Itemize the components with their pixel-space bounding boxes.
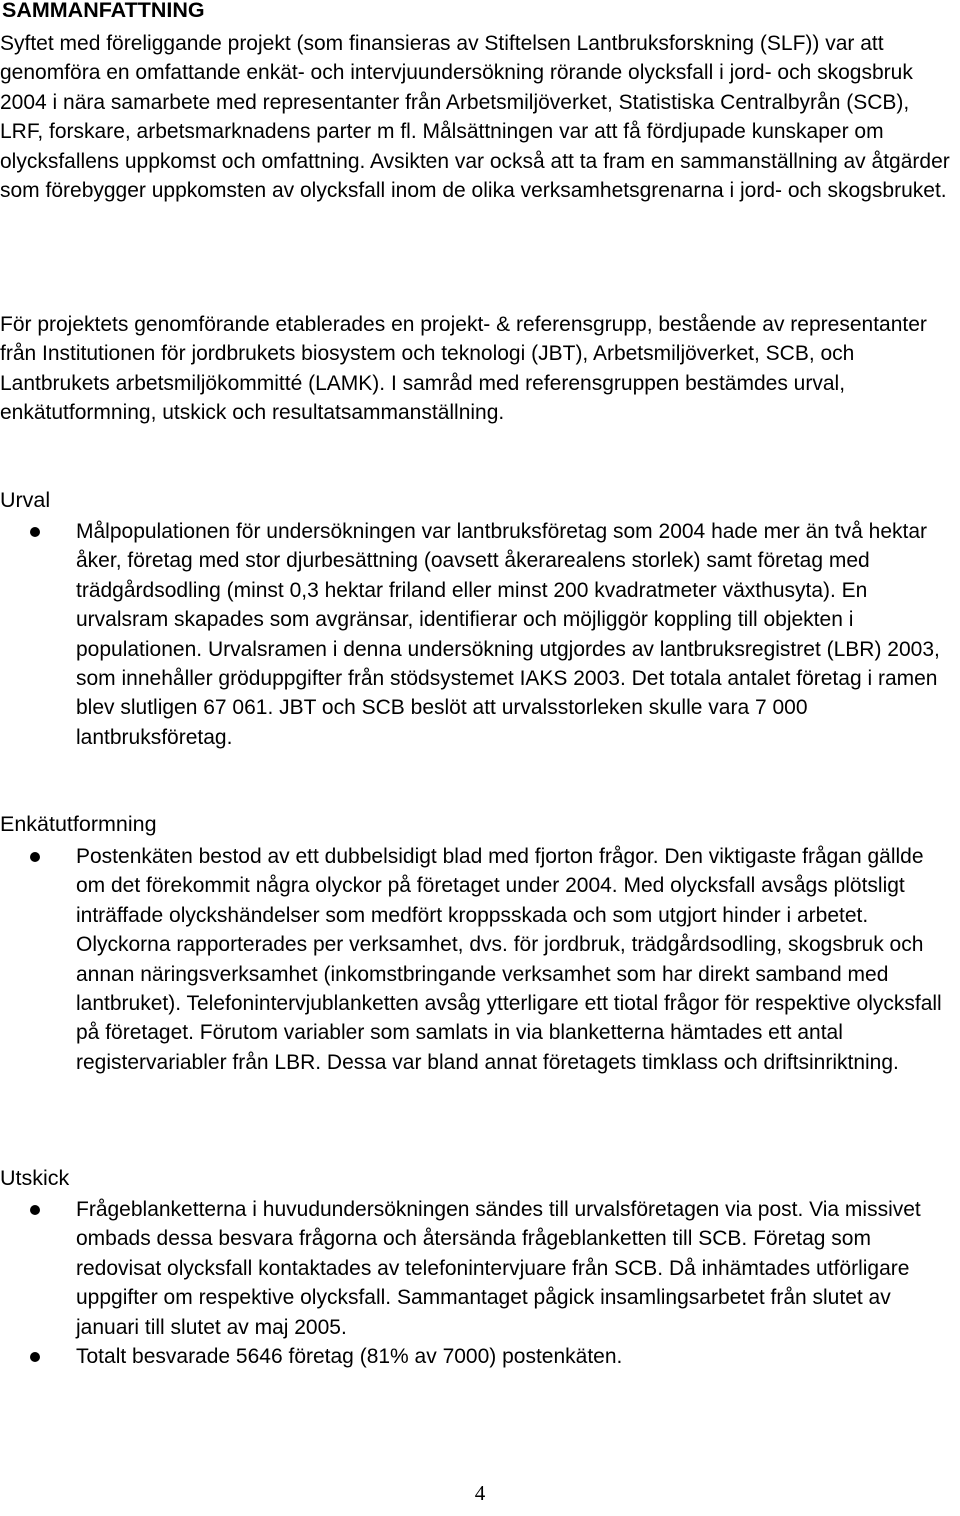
section-heading-enkatutformning: Enkätutformning xyxy=(0,812,157,836)
bullet-icon xyxy=(30,1205,40,1215)
list-item-text: Målpopulationen för undersökningen var lantbruksföretag som 2004 hade mer än två hektar åker, företag med stor djurbesättning (oavsett åkerarealens storlek) samt företag med trädgårdsodling (minst 0,3 hektar friland eller minst 200 kvadratmeter växthusyta). En urvalsram skapades som avgränsar, identifierar och möjliggör koppling till objekten i populationen. Urvalsramen i denna undersökning utgjordes av lantbruksregistret (LBR) 2003, som innehåller gröduppgifter från stödsystemet IAKS 2003. Det totala antalet företag i ramen blev slutligen 67 061. JBT och SCB beslöt att urvalsstorleken skulle vara 7 000 lantbruksföretag. xyxy=(76,520,940,749)
list-item xyxy=(0,1342,958,1371)
section-heading-urval: Urval xyxy=(0,488,51,512)
intro-paragraph: Syftet med föreliggande projekt (som finansieras av Stiftelsen Lantbruksforskning (SLF)) var att genomföra en omfattande enkät- och intervjuundersökning rörande olycksfall i jord- och skogsbruk 2004 i nära samarbete med representanter från Arbetsmiljöverket, Statistiska Centralbyrån (SCB), LRF, forskare, arbetsmarknadens parter m fl. Målsättningen var att få fördjupade kunskaper om olycksfallens uppkomst och omfattning. Avsikten var också att ta fram en sammanställning av åtgärder som förebygger uppkomsten av olycksfall inom de olika verksamhetsgrenarna i jord- och skogsbruket. xyxy=(0,32,950,203)
bullet-icon xyxy=(30,1352,40,1362)
page-title: SAMMANFATTNING xyxy=(2,0,205,22)
project-paragraph: För projektets genomförande etablerades en projekt- & referensgrupp, bestående av representanter från Institutionen för jordbrukets biosystem och teknologi (JBT), Arbetsmiljöverket, SCB, och Lantbrukets arbetsmiljökommitté (LAMK). I samråd med referensgruppen bestämdes urval, enkätutformning, utskick och resultatsammanställning. xyxy=(0,313,927,425)
list-item xyxy=(0,1195,958,1342)
section-heading-utskick: Utskick xyxy=(0,1166,70,1190)
urval-bullet-list xyxy=(0,517,958,752)
list-item-text: Postenkäten bestod av ett dubbelsidigt blad med fjorton frågor. Den viktigaste frågan gällde om det förekommit några olyckor på företaget under 2004. Med olycksfall avsågs plötsligt inträffade olyckshändelser som medfört kroppsskada och som utgjort hinder i arbetet. Olyckorna rapporterades per verksamhet, dvs. för jordbruk, trädgårdsodling, skogsbruk och annan näringsverksamhet (inkomstbringande verksamhet som har direkt samband med lantbruket). Telefonintervjublanketten avsåg ytterligare ett tiotal frågor för respektive olycksfall på företaget. Förutom variabler som samlats in via blanketterna hämtades ett antal registervariabler från LBR. Dessa var bland annat företagets timklass och driftsinriktning. xyxy=(76,845,942,1074)
enkatutformning-bullet-list xyxy=(0,842,958,1077)
utskick-bullet-list xyxy=(0,1195,958,1371)
list-item xyxy=(0,517,958,752)
page-number: 4 xyxy=(474,1481,486,1505)
list-item-text: Totalt besvarade 5646 företag (81% av 7000) postenkäten. xyxy=(76,1345,623,1369)
list-item-text: Frågeblanketterna i huvudundersökningen sändes till urvalsföretagen via post. Via missivet ombads dessa besvara frågorna och återsända frågeblanketten till SCB. Företag som redovisat olycksfall kontaktades av telefonintervjuare från SCB. Då inhämtades utförligare uppgifter om respektive olycksfall. Sammantaget pågick insamlingsarbetet från slutet av januari till slutet av maj 2005. xyxy=(76,1198,921,1339)
list-item xyxy=(0,842,958,1077)
bullet-icon xyxy=(30,852,40,862)
bullet-icon xyxy=(30,527,40,537)
